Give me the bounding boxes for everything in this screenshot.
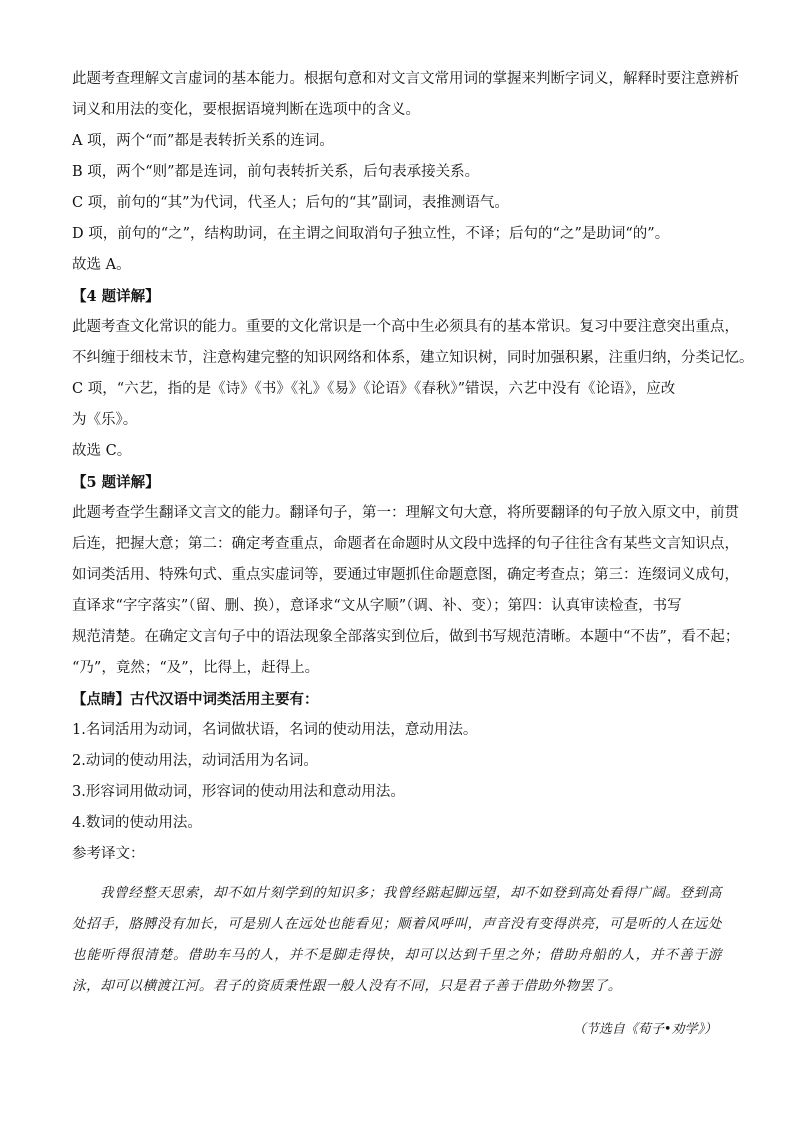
body-line: 不纠缠于细枝末节，注意构建完整的知识网络和体系，建立知识树，同时加强积累，注重归纳，分类记忆。 — [72, 350, 754, 366]
tip-heading: 【点睛】古代汉语中词类活用主要有： — [72, 691, 319, 708]
body-line: 直译求“字字落实”（留、删、换），意译求“文从字顺”（调、补、变）；第四：认真审读检查，书写 — [72, 598, 682, 614]
body-line: 规范清楚。在确定文言句子中的语法现象全部落实到位后，做到书写规范清晰。本题中“不齿”，看不起； — [72, 629, 740, 645]
list-item: 2.动词的使动用法，动词活用为名词。 — [72, 753, 318, 769]
body-line: 此题考查学生翻译文言文的能力。翻译句子，第一：理解文句大意，将所要翻译的句子放入原文中，前贯 — [72, 505, 739, 521]
document-page — [72, 64, 754, 1044]
body-line: 如词类活用、特殊句式、重点实虚词等，要通过审题抓住命题意图，确定考查点；第三：连缀词义成句， — [72, 567, 739, 583]
source-citation: （节选自《荀子•劝学》） — [572, 1021, 717, 1037]
body-line: 后连，把握大意；第二：确定考查重点，命题者在命题时从文段中选择的句子往往含有某些文言知识点， — [72, 536, 739, 552]
translation-label: 参考译文： — [72, 846, 145, 862]
list-item: 4.数词的使动用法。 — [72, 815, 202, 831]
option-c-line: C 项，前句的“其”为代词，代圣人；后句的“其”副词，表推测语气。 — [72, 195, 509, 211]
option-b-line: B 项，两个“则”都是连词，前句表转折关系，后句表承接关系。 — [72, 164, 480, 180]
body-line: C 项，“六艺，指的是《诗》《书》《礼》《易》《论语》《春秋》”错误，六艺中没有《论语》，应改 — [72, 381, 676, 397]
body-line: 此题考查理解文言虚词的基本能力。根据句意和对文言文常用词的掌握来判断字词义，解释时要注意辨析 — [72, 71, 739, 87]
list-item: 3.形容词用做动词，形容词的使动用法和意动用法。 — [72, 784, 405, 800]
body-line: “乃”，竟然；“及”，比得上，赶得上。 — [72, 660, 320, 676]
translation-paragraph: 我曾经整天思索，却不如片刻学到的知识多；我曾经踮起脚远望，却不如登到高处看得广阔。登到高处招手，胳膊没有加长，可是别人在远处也能看见；顺着风呼叫，声音没有变得洪亮，可是听的人在远处也能听得很清楚。借助车马的人，并不是脚走得快，却可以达到千里之外；借助舟船的人，并不善于游泳，却可以横渡江河。君子的资质秉性跟一般人没有不同，只是君子善于借助外物罢了。 — [72, 885, 722, 994]
answer-line: 故选 A。 — [72, 257, 131, 273]
answer-line: 故选 C。 — [72, 443, 132, 459]
list-item: 1.名词活用为动词，名词做状语，名词的使动用法，意动用法。 — [72, 722, 478, 738]
section-heading-4: 【4 题详解】 — [72, 288, 160, 305]
option-a-line: A 项，两个“而”都是表转折关系的连词。 — [72, 133, 334, 149]
body-line: 为《乐》。 — [72, 412, 138, 428]
body-line: 词义和用法的变化，要根据语境判断在选项中的含义。 — [72, 102, 420, 118]
option-d-line: D 项，前句的“之”，结构助词，在主谓之间取消句子独立性，不译；后句的“之”是助词“的”。 — [72, 226, 670, 242]
section-heading-5: 【5 题详解】 — [72, 474, 160, 491]
body-line: 此题考查文化常识的能力。重要的文化常识是一个高中生必须具有的基本常识。复习中要注意突出重点， — [72, 319, 739, 335]
